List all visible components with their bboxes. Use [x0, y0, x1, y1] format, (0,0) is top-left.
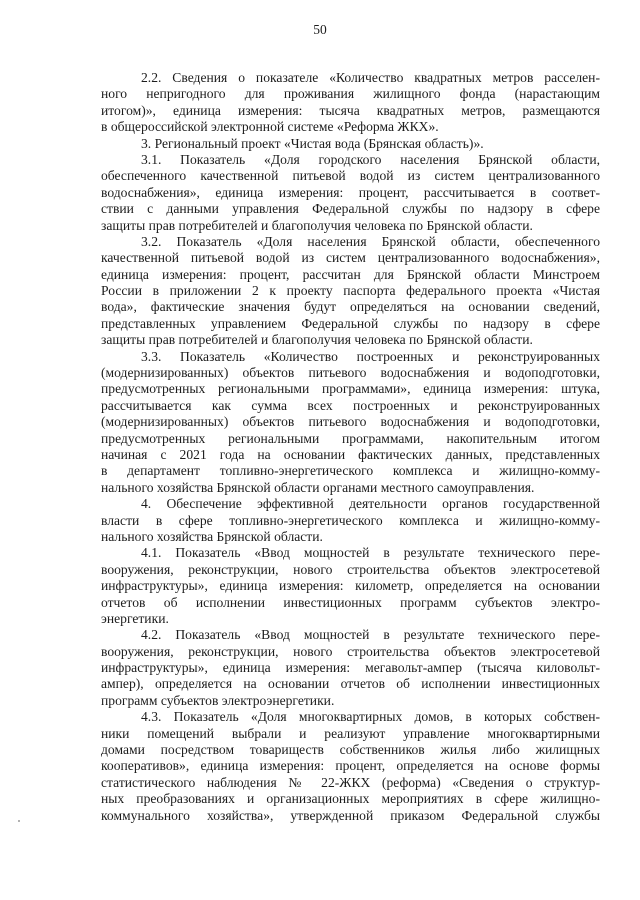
- text-line: нального хозяйства Брянской области.: [101, 528, 323, 544]
- text-line: кооперативов», единица измерения: процент, определяется на основе формы: [101, 758, 600, 774]
- text-line: нального хозяйства Брянской области органами местного самоуправления.: [101, 479, 535, 495]
- text-line: статистического наблюдения № 22-ЖКХ (реформа) «Сведения о структур-: [101, 774, 600, 790]
- text-line: защиты прав потребителей и благополучия человека по Брянской области.: [101, 332, 533, 348]
- document-body: [101, 70, 600, 824]
- text-line: 2.2. Сведения о показателе «Количество квадратных метров расселен-: [141, 70, 600, 85]
- text-line: программ субъектов электроэнергетики.: [101, 692, 335, 708]
- text-line: вооружения, реконструкции, нового строительства объектов электросетевой: [101, 643, 600, 659]
- text-line: вода», фактические значения будут определяться на основании сведений,: [101, 299, 600, 315]
- text-line: 4.3. Показатель «Доля многоквартирных домов, в которых собствен-: [141, 709, 600, 725]
- text-line: рассчитывается как сумма всех построенных и реконструированных: [101, 397, 600, 413]
- text-line: коммунального хозяйства», утвержденной приказом Федеральной службы: [101, 807, 600, 823]
- text-line: России в приложении 2 к проекту паспорта федерального проекта «Чистая: [101, 283, 600, 299]
- text-line: в общероссийской электронной системе «Реформа ЖКХ».: [101, 119, 439, 135]
- text-line: ных преобразованиях и организационных мероприятиях в сфере жилищно-: [101, 791, 600, 807]
- text-line: 4.1. Показатель «Ввод мощностей в результате технического пере-: [141, 545, 600, 561]
- text-line: инфраструктуры», единица измерения: километр, определяется на основании: [101, 578, 600, 594]
- text-line: предусмотренных региональными программами, накопительным итогом: [101, 430, 600, 446]
- text-line: защиты прав потребителей и благополучия человека по Брянской области.: [101, 217, 533, 233]
- text-line: 3.1. Показатель «Доля городского населения Брянской области,: [141, 151, 600, 167]
- text-line: домами посредством товариществ собственников жилья либо жилищных: [101, 742, 600, 758]
- text-line: ампер), определяется на основании отчетов об исполнении инвестиционных: [101, 676, 600, 692]
- text-line: единица измерения: процент, рассчитан для Брянской области Минстроем: [101, 266, 600, 282]
- text-line: отчетов об исполнении инвестиционных программ субъектов электро-: [101, 594, 600, 610]
- text-line: 4. Обеспечение эффективной деятельности органов государственной: [141, 496, 600, 512]
- text-line: власти в сфере топливно-энергетического комплекса и жилищно-комму-: [101, 512, 600, 528]
- page-number: 50: [313, 22, 327, 37]
- scan-artifact-dot: [18, 820, 20, 822]
- text-line: 3.3. Показатель «Количество построенных и реконструированных: [141, 348, 600, 364]
- text-line: ствии с данными управления Федеральной службы по надзору в сфере: [101, 201, 600, 217]
- text-line: ного непригодного для проживания жилищного фонда (нарастающим: [101, 86, 600, 102]
- text-line: качественной питьевой водой из систем централизованного водоснабжения»,: [101, 250, 600, 266]
- text-line: водоснабжения», единица измерения: процент, рассчитывается в соответ-: [101, 184, 600, 200]
- text-line: 3. Региональный проект «Чистая вода (Брянская область)».: [141, 135, 484, 151]
- text-line: ники помещений выбрали и реализуют управление многоквартирными: [101, 725, 600, 741]
- text-line: в департамент топливно-энергетического комплекса и жилищно-комму-: [101, 463, 600, 479]
- text-line: 4.2. Показатель «Ввод мощностей в результате технического пере-: [141, 627, 600, 643]
- text-line: 3.2. Показатель «Доля населения Брянской области, обеспеченного: [141, 233, 600, 249]
- text-line: инфраструктуры», единица измерения: мегавольт-ампер (тысяча киловольт-: [101, 660, 600, 676]
- text-line: (модернизированных) объектов питьевого водоснабжения и водоподготовки,: [101, 365, 600, 381]
- text-line: вооружения, реконструкции, нового строительства объектов электросетевой: [101, 561, 600, 577]
- text-line: энергетики.: [101, 610, 169, 626]
- text-line: итогом)», единица измерения: тысяча квадратных метров, размещаются: [101, 102, 600, 118]
- text-line: начиная с 2021 года на основании фактических данных, представленных: [101, 446, 600, 462]
- text-line: обеспеченного качественной питьевой водой из систем централизованного: [101, 168, 600, 184]
- text-line: представленных управлением Федеральной службы по надзору в сфере: [101, 315, 600, 331]
- text-line: предусмотренных региональными программами», единица измерения: штука,: [101, 381, 600, 397]
- text-line: (модернизированных) объектов питьевого водоснабжения и водоподготовки,: [101, 414, 600, 430]
